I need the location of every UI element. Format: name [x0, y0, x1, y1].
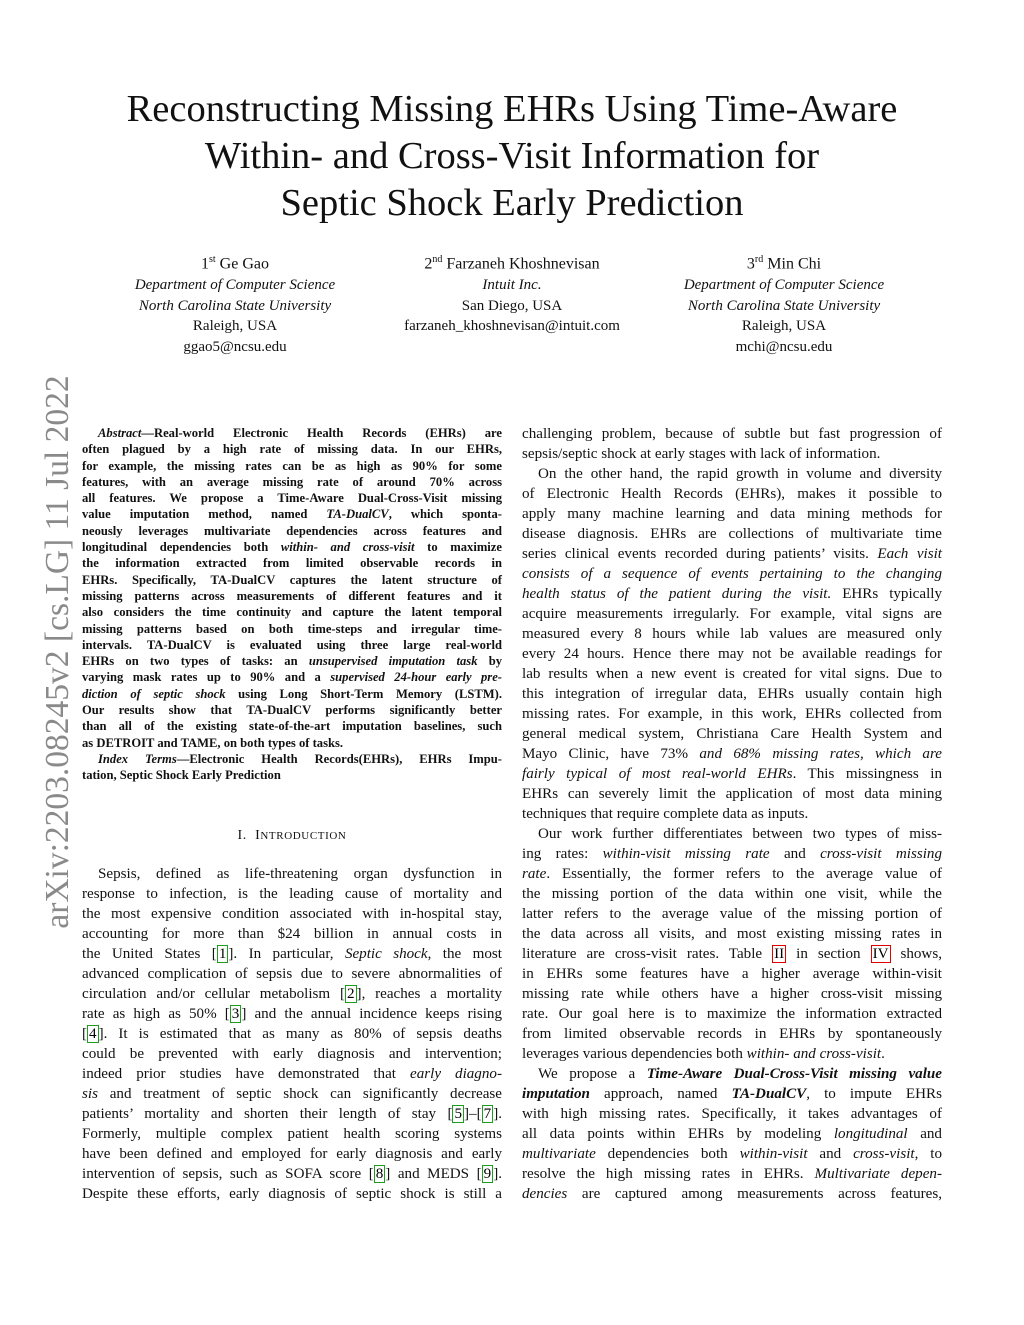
- text-line: EHRs can severely limit the application of most data mining: [522, 786, 942, 802]
- abstract-line: intervals. TA-DualCV is evaluated using three large real-world: [82, 637, 502, 652]
- author-affiliation: North Carolina State University: [687, 297, 881, 314]
- author-affiliation: Department of Computer Science: [683, 277, 885, 294]
- citation-link[interactable]: 3: [231, 1006, 240, 1022]
- abstract-line: than all of the existing state-of-the-art imputation baselines, such: [82, 719, 502, 734]
- author-affiliation: Department of Computer Science: [134, 277, 336, 294]
- text-line: indeed prior studies have demonstrated that early diagno-: [82, 1066, 502, 1082]
- intro-left-column: [82, 864, 502, 1204]
- text-line: dencies are captured among measurements across features,: [522, 1186, 942, 1202]
- abstract-line: features, with an average missing rate of around 70% across: [82, 474, 502, 489]
- text-line: leverages various dependencies both within- and cross-visit.: [522, 1046, 885, 1062]
- text-line: the United States [ 1 ]. In particular, Septic shock, the most: [82, 946, 502, 962]
- text-line: with high missing rates. Specifically, it takes advantages of: [522, 1106, 942, 1122]
- author-email: ggao5@ncsu.edu: [183, 339, 287, 356]
- author-email: mchi@ncsu.edu: [735, 339, 833, 356]
- text-line: missing rates. For example, in this work, EHRs collected from: [522, 706, 942, 722]
- text-line: intervention of sepsis, such as SOFA score [ 8 ] and MEDS [ 9 ].: [82, 1166, 502, 1182]
- text-line: patients’ mortality and shorten their length of stay [ 5 ]–[ 7 ].: [82, 1106, 502, 1122]
- abstract-line: value imputation method, named TA-DualCV, which sponta-: [82, 507, 502, 522]
- abstract-line: as DETROIT and TAME, on both types of tasks.: [82, 735, 344, 750]
- text-line: all data points within EHRs by modeling longitudinal and: [522, 1126, 942, 1142]
- text-line: latter refers to the average value of the missing portion of: [522, 906, 942, 922]
- citation-link[interactable]: 9: [483, 1166, 492, 1182]
- text-line: this integration of irregular data, EHRs usually contain high: [522, 686, 942, 702]
- author-block-3: [629, 250, 939, 358]
- abstract-line: missing patterns across measurements of different features and it: [82, 588, 502, 603]
- citation-link[interactable]: 2: [346, 986, 355, 1002]
- author-name: 1st Ge Gao: [201, 254, 269, 273]
- author-affiliation: Intuit Inc.: [482, 277, 542, 294]
- abstract-line: all features. We propose a Time-Aware Dual-Cross-Visit missing: [82, 491, 502, 506]
- text-line: techniques that require complete data as inputs.: [522, 806, 809, 822]
- text-line: accounting for more than $24 billion in annual costs in: [82, 926, 502, 942]
- text-line: of Electronic Health Records (EHRs), makes it possible to: [522, 486, 942, 502]
- text-line: rate. Our goal here is to maximize the information extracted: [522, 1006, 942, 1022]
- text-line: [ 4 ]. It is estimated that as many as 80% of sepsis deaths: [82, 1026, 502, 1042]
- abstract-line: the information extracted from limited observable records in: [82, 556, 502, 571]
- citation-link[interactable]: 8: [375, 1166, 384, 1182]
- text-line: sis and treatment of septic shock can significantly decrease: [82, 1086, 502, 1102]
- title-line: Reconstructing Missing EHRs Using Time-Aware: [126, 88, 898, 130]
- abstract-line: longitudinal dependencies both within- and cross-visit to maximize: [82, 540, 502, 555]
- text-line: measured every 8 hours while lab values are measured only: [522, 626, 942, 642]
- text-line: Formerly, multiple complex patient health scoring systems: [82, 1126, 502, 1142]
- author-name: 3rd Min Chi: [746, 254, 822, 273]
- abstract-line: neously leverages multivariate dependencies across features and: [82, 523, 502, 538]
- abstract-line: Abstract—Real-world Electronic Health Records (EHRs) are: [98, 426, 502, 440]
- title-line: Septic Shock Early Prediction: [280, 182, 744, 224]
- citation-link[interactable]: 1: [218, 946, 227, 962]
- intro-right-column: [522, 424, 942, 1204]
- text-line: Our work further differentiates between two types of miss-: [538, 826, 942, 842]
- text-line: the most expensive condition associated with in-hospital stay,: [82, 906, 502, 922]
- text-line: multivariate dependencies both within-visit and cross-visit, to: [522, 1146, 942, 1162]
- text-line: in EHRs some features have a higher average within-visit: [522, 966, 942, 982]
- abstract-line: Our results show that TA-DualCV performs significantly better: [82, 703, 502, 718]
- author-city: Raleigh, USA: [192, 318, 278, 335]
- text-line: response to infection, is the leading cause of mortality and: [82, 886, 502, 902]
- author-email: farzaneh_khoshnevisan@intuit.com: [404, 318, 620, 335]
- abstract-line: varying mask rates up to 90% and a supervised 24-hour early pre-: [82, 670, 502, 685]
- author-block-2: [357, 250, 667, 337]
- text-line: rate. Essentially, the former refers to the average value of: [522, 866, 942, 882]
- text-line: We propose a Time-Aware Dual-Cross-Visit missing value: [538, 1066, 942, 1082]
- text-line: imputation approach, named TA-DualCV, to impute EHRs: [522, 1086, 942, 1102]
- abstract-line: EHRs on two types of tasks: an unsupervised imputation task by: [82, 654, 503, 669]
- text-line: missing rate while others have a higher cross-visit missing: [522, 986, 942, 1002]
- text-line: ing rates: within-visit missing rate and cross-visit missing: [522, 846, 942, 862]
- text-line: acquire measurements irregularly. For example, vital signs are: [522, 606, 942, 622]
- paper-title: [60, 86, 964, 227]
- author-city: Raleigh, USA: [741, 318, 827, 335]
- text-line: advanced complication of sepsis due to severe abnormalities of: [82, 966, 502, 982]
- abstract-line: also considers the time continuity and capture the latent temporal: [82, 605, 502, 620]
- citation-link[interactable]: 5: [454, 1106, 463, 1122]
- abstract-line: EHRs. Specifically, TA-DualCV captures the latent structure of: [82, 572, 502, 587]
- citation-link[interactable]: 7: [483, 1106, 492, 1122]
- abstract-line: missing patterns based on both time-steps and irregular time-: [82, 621, 502, 636]
- index-terms-line: tation, Septic Shock Early Prediction: [82, 768, 281, 783]
- text-line: consists of a sequence of events pertaining to the changing: [522, 566, 942, 582]
- text-line: disease diagnosis. EHRs are collections of multivariate time: [522, 526, 942, 542]
- text-line: On the other hand, the rapid growth in volume and diversity: [538, 466, 942, 482]
- text-line: Mayo Clinic, have 73% and 68% missing rates, which are: [522, 746, 942, 762]
- abstract: [82, 425, 502, 784]
- text-line: challenging problem, because of subtle but fast progression of: [522, 426, 942, 442]
- text-line: health status of the patient during the visit. EHRs typically: [522, 586, 943, 602]
- text-line: circulation and/or cellular metabolism [ 2 ], reaches a mortality: [82, 986, 502, 1002]
- text-line: sepsis/septic shock at early stages with lack of information.: [522, 446, 881, 462]
- author-block-1: [80, 250, 390, 358]
- text-line: series clinical events recorded during patients’ visits. Each visit: [522, 546, 942, 562]
- text-line: every 24 hours. Hence there may not be available readings for: [522, 646, 942, 662]
- abstract-line: for example, the missing rates can be as high as 90% for some: [82, 458, 502, 473]
- text-line: Sepsis, defined as life-threatening organ dysfunction in: [98, 866, 502, 882]
- text-line: apply many machine learning and data mining methods for: [522, 506, 942, 522]
- text-line: resolve the high missing rates in EHRs. Multivariate depen-: [522, 1166, 942, 1182]
- text-line: lab results when a new event is created for vital signs. Due to: [522, 666, 942, 682]
- abstract-line: diction of septic shock using Long Short-Term Memory (LSTM).: [82, 686, 502, 701]
- abstract-line: often plagued by a high rate of missing data. In our EHRs,: [82, 442, 502, 457]
- text-line: rate as high as 50% [ 3 ] and the annual incidence keeps rising: [82, 1006, 502, 1022]
- text-line: fairly typical of most real-world EHRs. This missingness in: [522, 766, 943, 782]
- section-link[interactable]: IV: [872, 946, 889, 962]
- text-line: the data across all visits, and most existing missing rates in: [522, 926, 942, 942]
- author-name: 2nd Farzaneh Khoshnevisan: [424, 254, 600, 273]
- text-line: from limited observable records in EHRs by spontaneously: [522, 1026, 942, 1042]
- text-line: literature are cross-visit rates. Table II in section IV shows,: [522, 946, 942, 962]
- text-line: Despite these efforts, early diagnosis of septic shock is still a: [82, 1186, 502, 1202]
- author-affiliation: North Carolina State University: [138, 297, 332, 314]
- index-terms: Index Terms—Electronic Health Records(EHRs), EHRs Impu-: [98, 751, 502, 766]
- text-line: could be prevented with early diagnosis and intervention;: [82, 1046, 502, 1062]
- title-line: Within- and Cross-Visit Information for: [204, 135, 820, 177]
- text-line: have been defined and employed for early diagnosis and early: [82, 1146, 502, 1162]
- author-affiliation: San Diego, USA: [461, 297, 563, 314]
- text-line: general medical system, Christiana Care Health System and: [522, 726, 942, 742]
- table-link[interactable]: II: [774, 946, 785, 962]
- citation-link[interactable]: 4: [89, 1026, 97, 1042]
- text-line: the missing portion of the data within one visit, while the: [522, 886, 942, 902]
- section-heading: I. INTRODUCTION: [237, 828, 347, 843]
